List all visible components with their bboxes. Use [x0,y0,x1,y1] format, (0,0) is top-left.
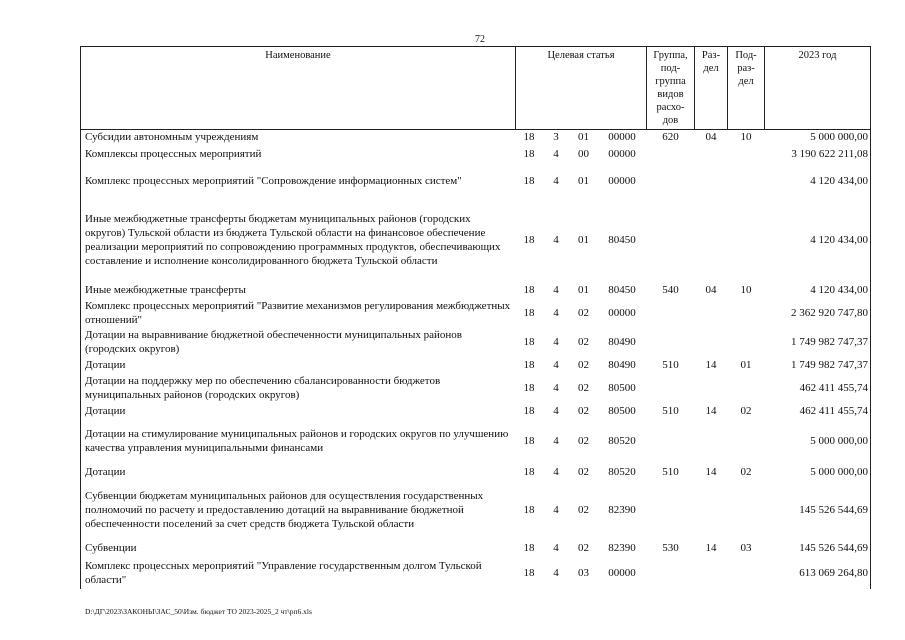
target-article-program: 18 [523,465,535,478]
budget-table [80,46,871,589]
section: 04 [705,131,717,143]
target-article-direction: 00000 [608,131,636,143]
table-row [81,419,871,463]
target-article-element: 02 [578,541,589,554]
target-article-direction: 80520 [608,465,636,478]
amount-2023: 613 069 264,80 [765,556,871,589]
target-article-direction: 80520 [608,435,636,447]
table-row [81,198,871,281]
target-article-element: 02 [578,335,589,348]
expense-group: 540 [662,283,679,296]
target-article-type: 4 [553,541,559,554]
target-article-program: 18 [523,381,535,394]
subsection: 02 [740,465,752,478]
expense-group [647,373,695,402]
target-article-program: 18 [523,404,535,417]
subsection [728,480,765,539]
target-article-element: 03 [578,566,589,579]
section [695,419,728,463]
amount-2023: 4 120 434,00 [765,281,871,298]
subsection [728,556,765,589]
row-name: Дотации на стимулирование муниципальных районов и городских округов по улучшению качества управления муниципальными финансами [81,419,516,463]
target-article-element: 01 [578,131,589,143]
amount-2023: 5 000 000,00 [765,463,871,480]
amount-2023: 462 411 455,74 [765,402,871,419]
row-name: Комплексы процессных мероприятий [81,144,516,163]
table-row [81,556,871,589]
section [695,556,728,589]
section: 14 [705,465,717,478]
target-article-type: 4 [553,566,559,579]
subsection: 10 [740,131,752,143]
target-article-type: 4 [553,174,559,187]
row-name: Иные межбюджетные трансферты [81,281,516,298]
target-article-element: 02 [578,435,589,447]
target-article-program: 18 [523,233,535,246]
subsection: 10 [740,283,752,296]
expense-group [647,419,695,463]
target-article-program: 18 [523,335,535,348]
row-name: Дотации [81,356,516,373]
row-name: Дотации [81,463,516,480]
header-target-article: Целевая статья [516,47,647,130]
table-row [81,402,871,419]
row-name: Дотации на поддержку мер по обеспечению сбалансированности бюджетов муниципальных районов (городских округов) [81,373,516,402]
target-article-program: 18 [523,435,535,447]
section [695,163,728,198]
expense-group: 530 [662,541,679,554]
target-article-type: 4 [553,283,559,296]
table-row [81,373,871,402]
row-name: Дотации [81,402,516,419]
header-name: Наименование [81,47,516,130]
header-subsection: Под- раз- дел [728,47,765,130]
expense-group [647,480,695,539]
row-name: Комплекс процессных мероприятий "Развитие механизмов регулирования межбюджетных отношений" [81,298,516,327]
section: 14 [705,541,717,554]
section [695,373,728,402]
target-article-type: 4 [553,306,559,319]
amount-2023: 4 120 434,00 [765,198,871,281]
subsection [728,373,765,402]
target-article-type: 4 [553,147,559,160]
table-row [81,356,871,373]
target-article-element: 02 [578,465,589,478]
header-section: Раз- дел [695,47,728,130]
target-article-direction: 80490 [608,358,636,371]
section [695,198,728,281]
amount-2023: 5 000 000,00 [765,419,871,463]
table-row [81,144,871,163]
target-article-type: 4 [553,503,559,516]
subsection: 01 [740,358,752,371]
target-article-direction: 00000 [608,306,636,319]
target-article-direction: 00000 [608,147,636,160]
subsection: 02 [740,404,752,417]
target-article-direction: 80450 [608,233,636,246]
section: 04 [705,283,717,296]
row-name: Субвенции бюджетам муниципальных районов для осуществления государственных полномочий по расчету и предоставлению дотаций на выравнивание бюджетной обеспеченности поселений за счет средств бюджета Тульской области [81,480,516,539]
target-article-element: 02 [578,404,589,417]
target-article-direction: 82390 [608,541,636,554]
subsection [728,198,765,281]
amount-2023: 1 749 982 747,37 [765,356,871,373]
section: 14 [705,358,717,371]
target-article-program: 18 [523,131,535,143]
row-name: Субсидии автономным учреждениям [81,130,516,145]
row-name: Субвенции [81,539,516,556]
subsection: 03 [740,541,752,554]
target-article-program: 18 [523,147,535,160]
section [695,327,728,356]
section [695,480,728,539]
subsection [728,298,765,327]
table-row [81,298,871,327]
expense-group: 510 [662,465,679,478]
target-article-program: 18 [523,306,535,319]
target-article-direction: 80500 [608,381,636,394]
target-article-direction: 80450 [608,283,636,296]
target-article-direction: 80500 [608,404,636,417]
table-row [81,281,871,298]
footer-file-path: D:\ДГ\2023\ЗАКОНЫ\ЗАС_50\Изм. бюджет ТО 2023-2025_2 чт\рп6.xls [85,607,312,616]
target-article-type: 4 [553,381,559,394]
expense-group [647,163,695,198]
amount-2023: 1 749 982 747,37 [765,327,871,356]
target-article-type: 4 [553,465,559,478]
row-name: Иные межбюджетные трансферты бюджетам муниципальных районов (городских округов) Тульской области из бюджета Тульской области на финансовое обеспечение реализации мероприятий по сопровождению программных продуктов, обеспечивающих составление и исполнение консолидированного бюджета Тульской области [81,198,516,281]
expense-group [647,144,695,163]
section: 14 [705,404,717,417]
expense-group: 510 [662,358,679,371]
target-article-program: 18 [523,503,535,516]
target-article-type: 4 [553,358,559,371]
target-article-direction: 00000 [608,174,636,187]
table-row [81,480,871,539]
section [695,298,728,327]
table-row [81,130,871,145]
target-article-type: 3 [553,131,559,143]
row-name: Комплекс процессных мероприятий "Сопровождение информационных систем" [81,163,516,198]
amount-2023: 2 362 920 747,80 [765,298,871,327]
table-row [81,327,871,356]
target-article-type: 4 [553,404,559,417]
target-article-program: 18 [523,541,535,554]
section [695,144,728,163]
target-article-program: 18 [523,283,535,296]
subsection [728,419,765,463]
target-article-element: 01 [578,233,589,246]
target-article-element: 02 [578,358,589,371]
header-year: 2023 год [765,47,871,130]
row-name: Комплекс процессных мероприятий "Управление государственным долгом Тульской области" [81,556,516,589]
expense-group [647,556,695,589]
amount-2023: 4 120 434,00 [765,163,871,198]
target-article-direction: 00000 [608,566,636,579]
target-article-element: 02 [578,306,589,319]
amount-2023: 3 190 622 211,08 [765,144,871,163]
target-article-program: 18 [523,566,535,579]
amount-2023: 5 000 000,00 [765,130,871,145]
table-row [81,163,871,198]
amount-2023: 462 411 455,74 [765,373,871,402]
expense-group [647,298,695,327]
target-article-element: 02 [578,503,589,516]
amount-2023: 145 526 544,69 [765,539,871,556]
target-article-type: 4 [553,435,559,447]
subsection [728,327,765,356]
target-article-element: 00 [578,147,589,160]
header-group: Группа, под- группа видов расхо- дов [647,47,695,130]
target-article-type: 4 [553,335,559,348]
row-name: Дотации на выравнивание бюджетной обеспеченности муниципальных районов (городских округов) [81,327,516,356]
subsection [728,163,765,198]
target-article-element: 02 [578,381,589,394]
expense-group [647,198,695,281]
target-article-direction: 82390 [608,503,636,516]
target-article-program: 18 [523,358,535,371]
target-article-element: 01 [578,174,589,187]
expense-group: 620 [662,131,679,143]
target-article-program: 18 [523,174,535,187]
page-number: 72 [475,34,485,45]
target-article-element: 01 [578,283,589,296]
table-row [81,539,871,556]
header-row [81,47,871,130]
amount-2023: 145 526 544,69 [765,480,871,539]
expense-group: 510 [662,404,679,417]
expense-group [647,327,695,356]
target-article-type: 4 [553,233,559,246]
target-article-direction: 80490 [608,335,636,348]
subsection [728,144,765,163]
table-row [81,463,871,480]
